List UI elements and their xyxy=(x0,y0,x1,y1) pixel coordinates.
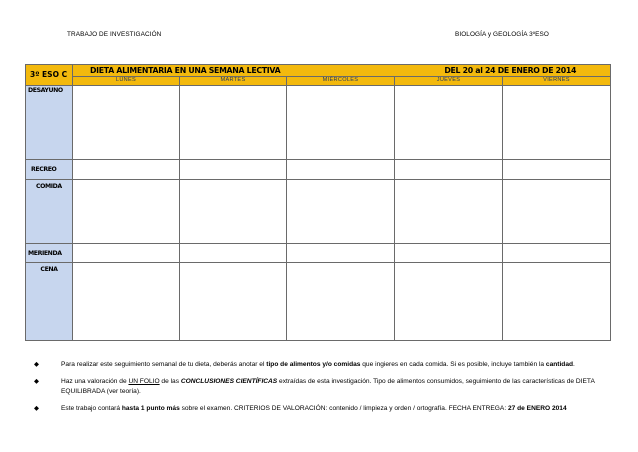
entry-cell[interactable] xyxy=(395,85,503,159)
entry-cell[interactable] xyxy=(180,85,287,159)
entry-cell[interactable] xyxy=(180,159,287,180)
entry-cell[interactable] xyxy=(503,159,611,180)
table-row xyxy=(26,85,611,159)
header-right-subject: BIOLOGÍA y GEOLOGÍA 3ºESO xyxy=(455,31,549,38)
list-item xyxy=(34,377,624,397)
note-text: extraídas de esta investigación. Tipo de alimentos consumidos, seguimiento de las características de DIETA EQUILIBRADA (ver teoría). xyxy=(61,378,595,395)
table-row xyxy=(26,244,611,263)
table-title-row xyxy=(26,65,611,77)
class-label: 3º ESO C xyxy=(30,70,68,80)
table-dates: DEL 20 al 24 DE ENERO DE 2014 xyxy=(444,66,577,76)
entry-cell[interactable] xyxy=(395,262,503,340)
note-text: . xyxy=(573,361,575,368)
diamond-bullet-icon: ◆ xyxy=(34,361,39,368)
diamond-bullet-icon: ◆ xyxy=(34,405,39,412)
table-title: DIETA ALIMENTARIA EN UNA SEMANA LECTIVA xyxy=(90,66,281,76)
due-date: 27 de ENERO 2014 xyxy=(507,405,567,412)
note-text: que ingieres en cada comida. Si es posible, incluye también la xyxy=(360,361,546,368)
entry-cell[interactable] xyxy=(287,180,395,244)
day-header-friday: VIERNES xyxy=(503,77,611,86)
entry-cell[interactable] xyxy=(395,159,503,180)
entry-cell[interactable] xyxy=(73,85,180,159)
meal-label-text: DESAYUNO xyxy=(28,86,63,94)
list-item xyxy=(34,360,624,370)
entry-cell[interactable] xyxy=(503,180,611,244)
note-text: Este trabajo contará xyxy=(61,405,122,412)
day-header-monday: LUNES xyxy=(73,77,180,86)
entry-cell[interactable] xyxy=(395,180,503,244)
meal-label-comida xyxy=(26,180,73,244)
entry-cell[interactable] xyxy=(395,244,503,263)
entry-cell[interactable] xyxy=(287,159,395,180)
note-emphasis: hasta 1 punto más xyxy=(121,405,180,412)
note-text: de las xyxy=(159,378,181,385)
meal-label-desayuno xyxy=(26,85,73,159)
meal-label-recreo xyxy=(26,159,73,180)
meal-label-text: RECREO xyxy=(31,165,57,173)
day-header-tuesday: MARTES xyxy=(180,77,287,86)
table-row xyxy=(26,159,611,180)
days-header-row xyxy=(26,77,611,86)
list-item xyxy=(34,404,624,414)
day-header-wednesday: MIÉRCOLES xyxy=(287,77,395,86)
meal-label-text: CENA xyxy=(40,265,58,273)
header-left-title: TRABAJO DE INVESTIGACIÓN xyxy=(67,31,162,38)
meal-label-merienda xyxy=(26,244,73,263)
entry-cell[interactable] xyxy=(503,85,611,159)
note-emphasis: tipo de alimentos y/o comidas xyxy=(266,361,361,368)
table-row xyxy=(26,262,611,340)
table-title-cell xyxy=(73,65,611,77)
entry-cell[interactable] xyxy=(287,244,395,263)
instructions-list xyxy=(34,360,624,414)
note-underlined: UN FOLIO xyxy=(128,378,160,385)
entry-cell[interactable] xyxy=(503,262,611,340)
note-text: Para realizar este seguimiento semanal de tu dieta, deberás anotar el xyxy=(61,361,267,368)
entry-cell[interactable] xyxy=(180,180,287,244)
note-emphasis: CONCLUSIONES CIENTÍFICAS xyxy=(180,378,278,385)
weekly-diet-table xyxy=(25,64,611,341)
note-text: sobre el examen. CRITERIOS DE VALORACIÓN: contenido / limpieza y orden / ortografía. FECHA ENTREGA: xyxy=(179,405,508,412)
entry-cell[interactable] xyxy=(73,180,180,244)
note-emphasis: cantidad xyxy=(545,361,574,368)
meal-label-text: MERIENDA xyxy=(28,249,62,257)
entry-cell[interactable] xyxy=(503,244,611,263)
meal-label-cena xyxy=(26,262,73,340)
entry-cell[interactable] xyxy=(73,244,180,263)
note-text: Haz una valoración de xyxy=(61,378,129,385)
entry-cell[interactable] xyxy=(287,262,395,340)
table-row xyxy=(26,180,611,244)
day-header-thursday: JUEVES xyxy=(395,77,503,86)
entry-cell[interactable] xyxy=(180,244,287,263)
entry-cell[interactable] xyxy=(180,262,287,340)
entry-cell[interactable] xyxy=(287,85,395,159)
diamond-bullet-icon: ◆ xyxy=(34,378,39,385)
meal-label-text: COMIDA xyxy=(36,183,62,191)
entry-cell[interactable] xyxy=(73,262,180,340)
class-label-cell xyxy=(26,65,73,86)
entry-cell[interactable] xyxy=(73,159,180,180)
